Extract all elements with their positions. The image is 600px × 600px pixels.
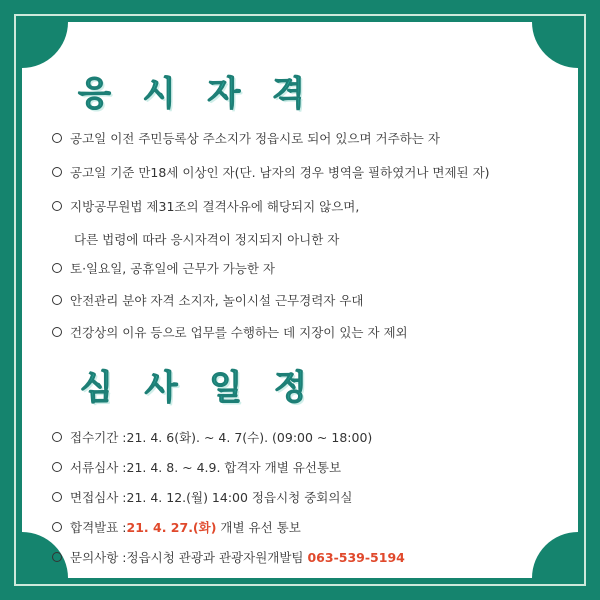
- list-item: [52, 197, 359, 215]
- corner-decoration: [22, 22, 68, 68]
- list-item: [52, 291, 363, 309]
- schedule-value: 21. 4. 12.(월) 14:00 정읍시청 중회의실: [126, 490, 353, 505]
- contact-phone: 063-539-5194: [307, 549, 405, 565]
- list-item: [52, 129, 440, 147]
- list-item: [52, 163, 490, 181]
- schedule-item: [52, 518, 301, 536]
- schedule-label: 서류심사 :: [70, 460, 127, 475]
- list-item: [52, 259, 275, 277]
- circle-bullet-icon: [52, 432, 62, 442]
- schedule-label: 접수기간 :: [70, 430, 127, 445]
- circle-bullet-icon: [52, 327, 62, 337]
- item-text: 공고일 기준 만18세 이상인 자(단. 남자의 경우 병역을 필하였거나 면제된 자): [70, 165, 490, 180]
- item-continuation: 다른 법령에 따라 응시자격이 정지되지 아니한 자: [74, 232, 340, 247]
- item-text: 지방공무원법 제31조의 결격사유에 해당되지 않으며,: [70, 199, 360, 214]
- item-text: 토·일요일, 공휴일에 근무가 가능한 자: [70, 261, 275, 276]
- schedule-item: [52, 428, 372, 446]
- section-title-schedule: 심 사 일 정: [80, 368, 317, 408]
- corner-decoration: [532, 532, 578, 578]
- item-text: 안전관리 분야 자격 소지자, 놀이시설 근무경력자 우대: [70, 293, 364, 308]
- list-item: [52, 323, 408, 341]
- schedule-label: 면접심사 :: [70, 490, 127, 505]
- circle-bullet-icon: [52, 133, 62, 143]
- schedule-item: [52, 458, 341, 476]
- circle-bullet-icon: [52, 295, 62, 305]
- schedule-item: [52, 488, 353, 506]
- circle-bullet-icon: [52, 462, 62, 472]
- schedule-value: 개별 유선 통보: [216, 520, 301, 535]
- section-title-qualification: 응 시 자 격: [78, 74, 315, 114]
- highlight-date: 21. 4. 27.(화): [126, 520, 217, 535]
- schedule-label: 합격발표 :: [70, 520, 127, 535]
- item-text: 건강상의 이유 등으로 업무를 수행하는 데 지장이 있는 자 제외: [70, 325, 408, 340]
- schedule-value: 21. 4. 6(화). ~ 4. 7(수). (09:00 ~ 18:00): [126, 430, 373, 445]
- schedule-value: 21. 4. 8. ~ 4.9. 합격자 개별 유선통보: [126, 460, 342, 475]
- circle-bullet-icon: [52, 522, 62, 532]
- schedule-item: [52, 548, 405, 566]
- content-card: [22, 22, 578, 578]
- circle-bullet-icon: [52, 167, 62, 177]
- schedule-value: 정읍시청 관광과 관광자원개발팀: [126, 550, 308, 565]
- circle-bullet-icon: [52, 201, 62, 211]
- schedule-label: 문의사항 :: [70, 550, 127, 565]
- circle-bullet-icon: [52, 263, 62, 273]
- item-text: 공고일 이전 주민등록상 주소지가 정읍시로 되어 있으며 거주하는 자: [70, 131, 440, 146]
- circle-bullet-icon: [52, 492, 62, 502]
- corner-decoration: [532, 22, 578, 68]
- circle-bullet-icon: [52, 552, 62, 562]
